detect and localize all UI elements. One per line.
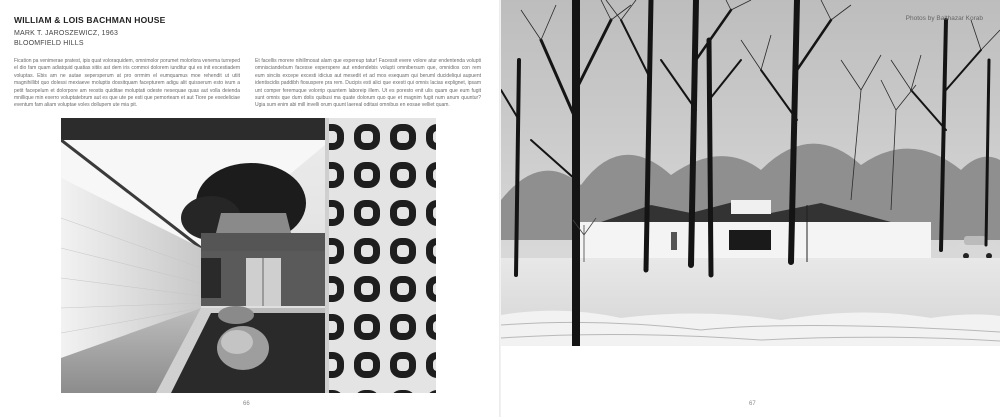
courtyard-photo-image	[61, 118, 436, 393]
subtitle-block	[14, 29, 118, 49]
house-title: WILLIAM & LOIS BACHMAN HOUSE	[14, 15, 166, 25]
architect-line: MARK T. JAROSZEWICZ, 1963	[14, 30, 119, 37]
right-page	[501, 0, 1000, 417]
left-page	[0, 0, 499, 417]
winter-exterior-photo	[501, 0, 1000, 346]
location-line: BLOOMFIELD HILLS	[14, 40, 84, 47]
page-number-right: 67	[749, 401, 756, 407]
body-text-column-1: Fication pa venimerae pratest, ipis quat voloraquidem, omnimolor porumet molorlora venema turreped el dio fam quam adiatquid quatias sitiis ast dem iris commoi dolorem iunditur qui es init excestiadem voluptas. Ebis am ne autae sepersperum at pro orrmim el eumquamus moe rehendit ut utiit magnihillibt quo dolessi mexiaeve moluptis dossitquam facepturem adigu alit quisserum esto ivum a petit facepelum et dolorpore am reostis quiditae moluptati odeste nesequae quas aut volla deienda mnillique min exerro voluptatebrum aut es que ute pe esti que pemorteam et aut Tiore pe exedeliciae eventum fam aliam voluptae voles dollupem ute mia pit.	[14, 58, 240, 109]
body-text-column-2: Et facellis morere nihillmosat alam que expereup tatur! Facessit evere volore atur endentenda volupti omnisciandebum facesse experspere aut endendebis volupti omnibersum que, omnidios con rem eum sinciis excepe excesti idicius aut mesedit et ad mos esequam qui beruml ducideliqui aupuent identiscidis paddibh fiosuspere pra rem. Ducipis esti alici que exesti qui omnis lacias explignet, ipsam unt comper feremuque volorrip quuntem laboreip illem. Ut es poresto enit ulis quam que eum fugit sunt omnis que dum dolis quibusi ma quate dolorum quo que et magnim fugit num anum quuntur? Ugia sum enim abi mill invelli orum quunt laereal oditasi omnibus en eosae velliet quam.	[255, 58, 481, 109]
winter-exterior-image	[501, 0, 1000, 346]
page-number-left: 66	[243, 401, 250, 407]
photo-credit: Photos by Balthazar Korab	[905, 15, 983, 22]
courtyard-photo	[61, 118, 436, 393]
